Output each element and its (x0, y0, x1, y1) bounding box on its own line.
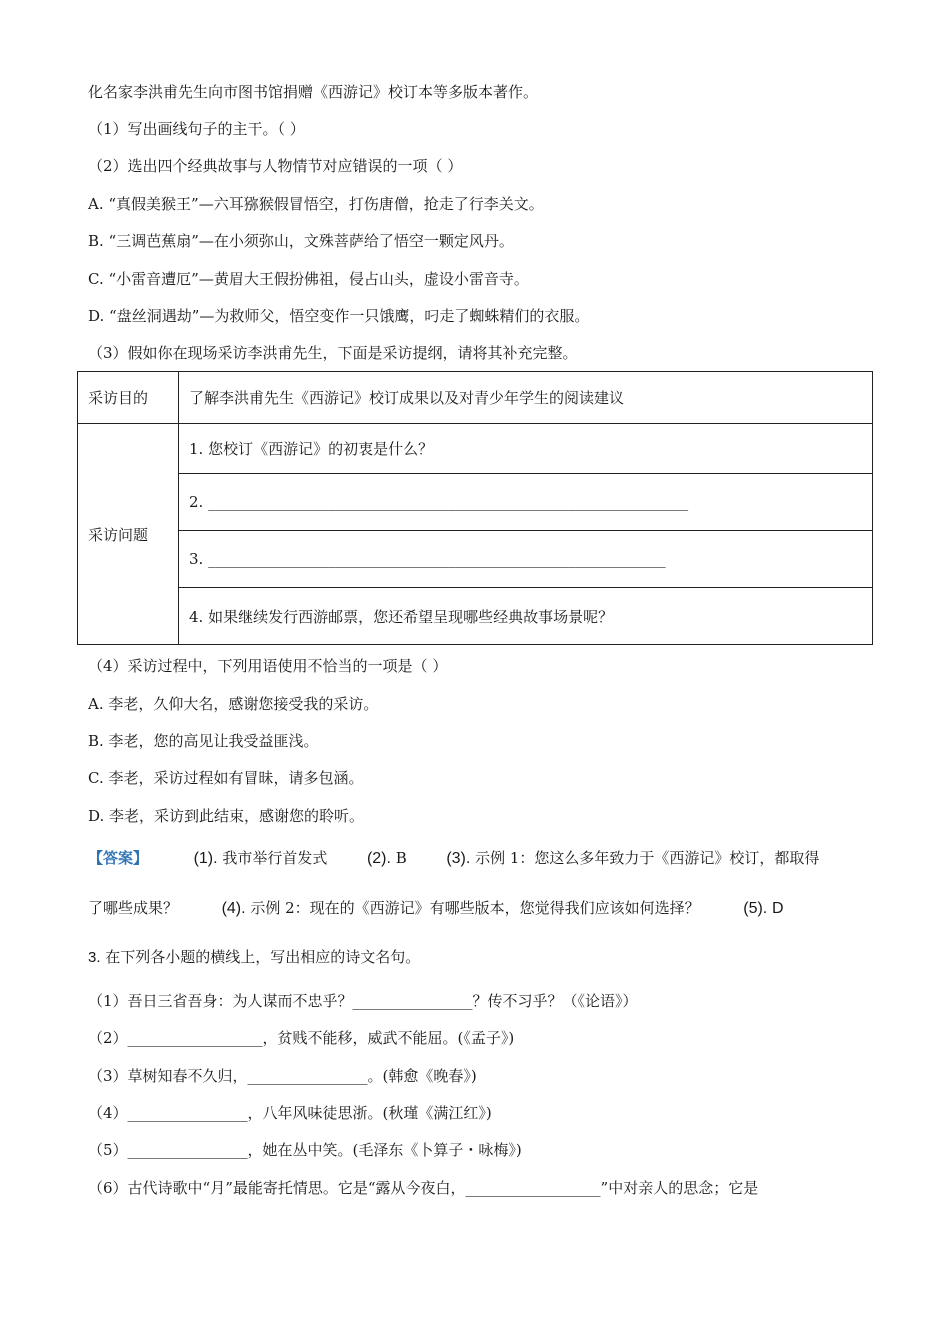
answer-2: B (395, 849, 407, 867)
option-d: D. “盘丝洞遇劫”—为救师父，悟空变作一只饿鹰，叼走了蜘蛛精们的衣服。 (88, 307, 590, 325)
interview-question: 4. 如果继续发行西游邮票，您还希望呈现哪些经典故事场景呢？ (179, 588, 873, 645)
interview-outline-table (77, 371, 873, 645)
section-3-number: 3. (88, 949, 101, 966)
poem-item: （6）古代诗歌中“月”最能寄托情思。它是“露从今夜白，__________________”中对亲人的思念；它是 (88, 1179, 759, 1197)
question-2: （2）选出四个经典故事与人物情节对应错误的一项（ ） (88, 157, 463, 175)
poem-item: （5）________________，她在丛中笑。(毛泽东《卜算子・咏梅》) (88, 1141, 522, 1159)
q4-option-b: B. 李老，您的高见让我受益匪浅。 (88, 732, 319, 750)
option-c: C. “小雷音遭厄”—黄眉大王假扮佛祖，侵占山头，虚设小雷音寺。 (88, 270, 529, 288)
purpose-label: 采访目的 (78, 372, 179, 424)
answer-3: 示例 1：您这么多年致力于《西游记》校订，都取得 (475, 849, 820, 867)
interview-question: 1. 您校订《西游记》的初衷是什么？ (179, 424, 873, 474)
q4-option-c: C. 李老，采访过程如有冒昧，请多包涵。 (88, 769, 364, 787)
question-4: （4）采访过程中，下列用语使用不恰当的一项是（ ） (88, 657, 448, 675)
poem-item: （4）________________，八年风味徒思浙。(秋瑾《满江红》) (88, 1104, 492, 1122)
purpose-text: 了解李洪甫先生《西游记》校订成果以及对青少年学生的阅读建议 (179, 372, 873, 424)
answer-tag: 【答案】 (88, 849, 149, 867)
answer-5: D (772, 900, 784, 917)
answer-num-5: (5). (743, 900, 768, 917)
question-1: （1）写出画线句子的主干。（ ） (88, 120, 305, 138)
intro-text: 化名家李洪甫先生向市图书馆捐赠《西游记》校订本等多版本著作。 (88, 83, 539, 101)
answer-line-1 (88, 847, 819, 870)
question-3: （3）假如你在现场采访李洪甫先生，下面是采访提纲，请将其补充完整。 (88, 344, 578, 362)
answer-num-4: (4). (221, 900, 246, 917)
poem-item: （1）吾日三省吾身：为人谋而不忠乎？________________？传不习乎？（《论语》） (88, 992, 638, 1010)
q4-option-d: D. 李老，采访到此结束，感谢您的聆听。 (88, 807, 365, 825)
section-3-heading (88, 946, 420, 969)
answer-num-3: (3). (446, 850, 471, 867)
answer-1: 我市举行首发式 (222, 849, 328, 867)
poem-item: （2）__________________，贫贱不能移，威武不能屈。(《孟子》) (88, 1029, 515, 1047)
answer-3-cont: 了哪些成果？ (88, 899, 179, 917)
option-b: B. “三调芭蕉扇”—在小须弥山，文殊菩萨给了悟空一颗定风丹。 (88, 232, 514, 250)
answer-line-2 (88, 897, 784, 920)
answer-num-2: (2). (366, 850, 391, 867)
section-3-title: 在下列各小题的横线上，写出相应的诗文名句。 (105, 948, 421, 966)
interview-question-blank: 2. ________________________________________________________________ (179, 474, 873, 531)
answer-num-1: (1). (193, 850, 218, 867)
interview-question-blank: 3. _____________________________________________________________ (179, 531, 873, 588)
poem-item: （3）草树知春不久归，________________。(韩愈《晚春》) (88, 1067, 477, 1085)
option-a: A. “真假美猴王”—六耳猕猴假冒悟空，打伤唐僧，抢走了行李关文。 (88, 195, 544, 213)
q4-option-a: A. 李老，久仰大名，感谢您接受我的采访。 (88, 695, 379, 713)
answer-4: 示例 2：现在的《西游记》有哪些版本，您觉得我们应该如何选择？ (250, 899, 700, 917)
questions-label: 采访问题 (78, 424, 179, 645)
